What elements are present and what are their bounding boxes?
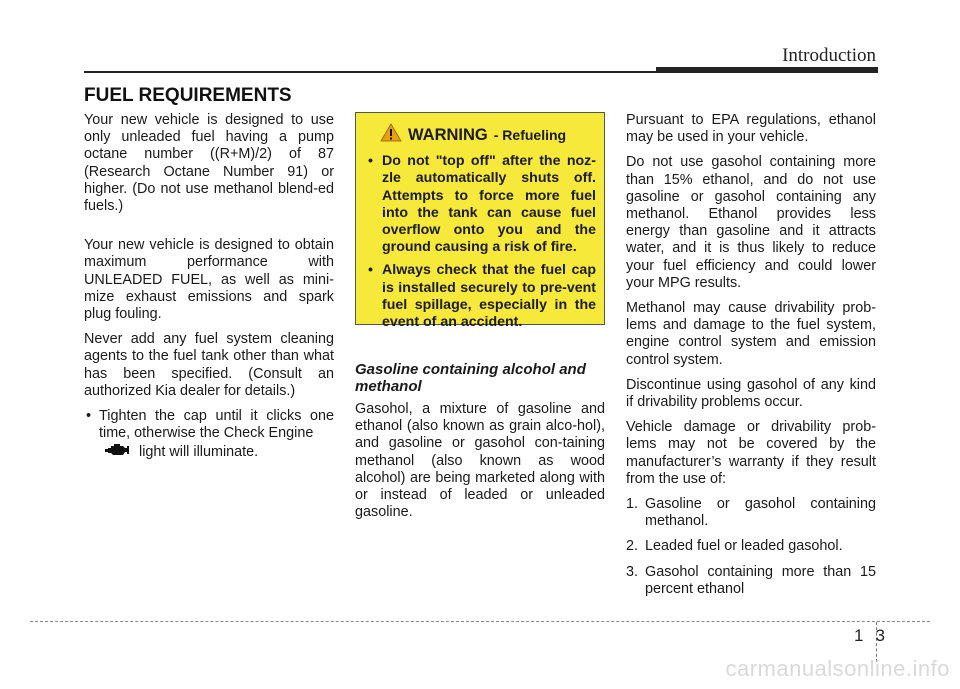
- chapter-number: 1: [854, 626, 866, 645]
- page-index: 3: [875, 626, 887, 645]
- list-number: 1.: [626, 496, 639, 513]
- bullet-item: [84, 408, 334, 464]
- paragraph: Methanol may cause drivability prob-lems and damage to the fuel system, engine control system and emission control system.: [626, 300, 876, 368]
- list-text: Leaded fuel or leaded gasohol.: [645, 538, 843, 555]
- warning-header: [366, 123, 596, 147]
- list-item: [626, 496, 876, 530]
- warning-triangle-icon: [380, 123, 402, 147]
- list-number: 2.: [626, 538, 639, 555]
- list-item: [626, 564, 876, 598]
- bullet-text-continued: light will illuminate.: [139, 444, 259, 461]
- column-left: [84, 112, 334, 472]
- footer-rule: [30, 621, 930, 622]
- warning-title: WARNING: [408, 125, 488, 144]
- page-number: [854, 626, 887, 646]
- paragraph: Do not use gasohol containing more than 15% ethanol, and do not use gasoline or gasohol containing any methanol. Ethanol provides less energy than gasoline and it attracts water, and it is thus likely to reduce your fuel efficiency and could lower your MPG results.: [626, 154, 876, 291]
- list-item: [626, 538, 876, 555]
- header-rule: [84, 71, 656, 73]
- check-engine-icon: [105, 442, 131, 463]
- watermark: carmanualsonline.info: [725, 656, 950, 681]
- paragraph: Vehicle damage or drivability prob-lems may not be covered by the manufacturer’s warranty if they result from the use of:: [626, 419, 876, 487]
- list-text: Gasohol containing more than 15 percent ethanol: [645, 563, 876, 597]
- warning-item: • Do not "top off" after the noz-zle automatically shuts off. Attempts to force more fuel into the tank can cause fuel overflow onto you and the ground causing a risk of fire.: [366, 153, 596, 256]
- subheading: Gasoline containing alcohol and methanol: [355, 361, 586, 395]
- paragraph: Pursuant to EPA regulations, ethanol may be used in your vehicle.: [626, 112, 876, 146]
- chapter-title: Introduction: [782, 45, 876, 66]
- paragraph: Your new vehicle is designed to obtain maximum performance with UNLEADED FUEL, as well as mini-mize exhaust emissions and spark plug fouling.: [84, 237, 334, 323]
- warning-subtitle: - Refueling: [493, 126, 567, 143]
- column-right: [626, 112, 876, 606]
- header-rule-accent: [656, 67, 878, 73]
- warning-item: • Always check that the fuel cap is installed securely to pre-vent fuel spillage, especially in the event of an accident.: [366, 262, 596, 331]
- paragraph: Discontinue using gasohol of any kind if drivability problems occur.: [626, 376, 876, 411]
- paragraph: Your new vehicle is designed to use only unleaded fuel having a pump octane number ((R+M)/2) of 87 (Research Octane Number 91) or higher. (Do not use methanol blend-ed fuels.): [84, 112, 334, 215]
- list-number: 3.: [626, 563, 639, 580]
- paragraph: Never add any fuel system cleaning agents to the fuel tank other than what has been specified. (Consult an authorized Kia dealer for details.): [84, 331, 334, 399]
- column-middle: [355, 112, 605, 529]
- warning-box: [355, 112, 605, 331]
- list-text: Gasoline or gasohol containing methanol.: [645, 496, 876, 530]
- bullet-text: Tighten the cap until it clicks one time, otherwise the Check Engine: [99, 408, 334, 442]
- paragraph: Gasohol, a mixture of gasoline and ethanol (also known as grain alco-hol), and gasoline or gasohol con-taining methanol (also known as wood alcohol) are being marketed along with or instead of leaded or unleaded gasoline.: [355, 401, 605, 521]
- section-heading: FUEL REQUIREMENTS: [84, 85, 292, 106]
